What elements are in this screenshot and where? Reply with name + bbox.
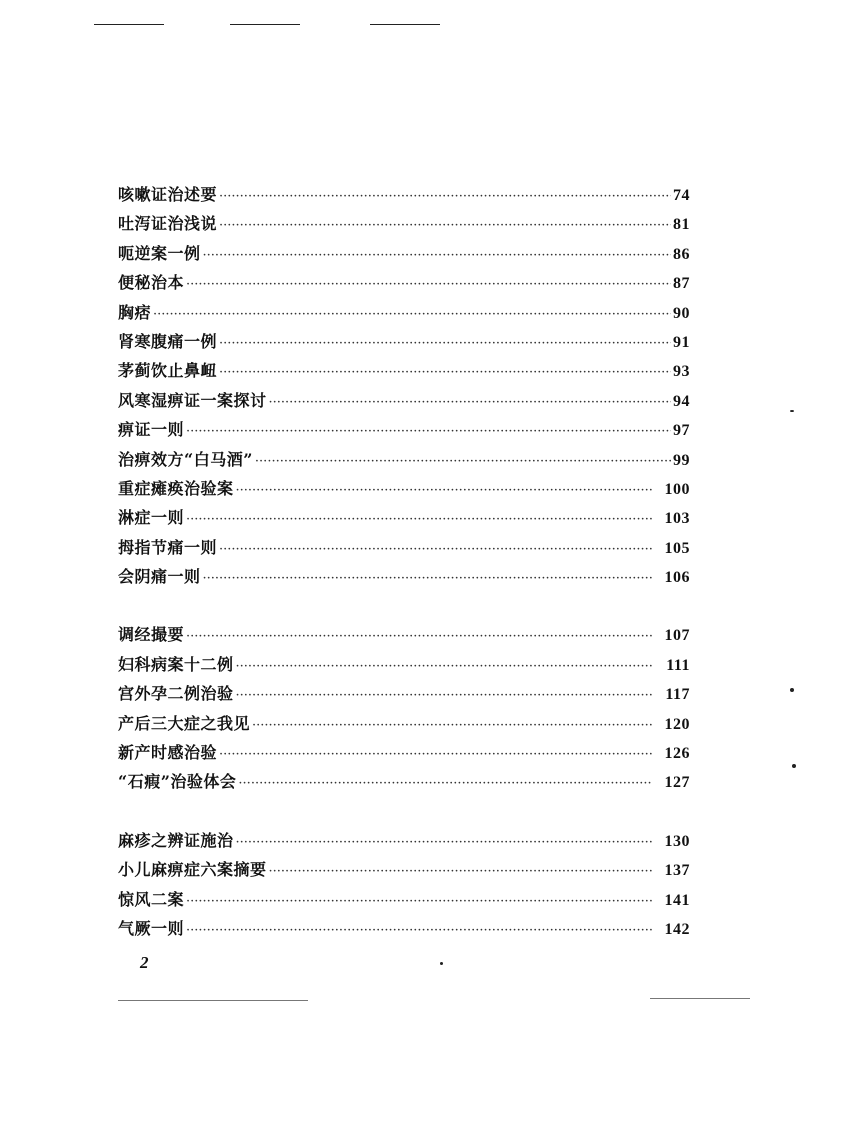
toc-entry-title: 痹证一则 [118, 420, 185, 440]
dot-leader [269, 388, 671, 417]
scan-speck [792, 764, 796, 768]
scan-rule-top-3 [370, 24, 440, 25]
dot-leader [203, 241, 671, 270]
toc-entry [118, 239, 690, 268]
toc-entry [118, 885, 690, 914]
toc-entry [118, 533, 690, 562]
toc-section [118, 620, 690, 796]
toc-entry [118, 914, 690, 943]
toc-entry-page: 141 [664, 891, 690, 909]
toc-entry-page: 142 [664, 920, 690, 938]
dot-leader [219, 358, 671, 387]
dot-leader [219, 329, 671, 358]
toc-entry [118, 298, 690, 327]
toc-entry [118, 562, 690, 591]
dot-leader [186, 270, 671, 299]
toc-entry-title: 重症瘫痪治验案 [118, 478, 234, 498]
toc-entry-page: 111 [666, 656, 690, 674]
toc-entry-page: 130 [664, 832, 690, 850]
toc-entry-page: 94 [673, 392, 690, 410]
toc-entry-title: 便秘治本 [118, 273, 185, 293]
toc-entry-title: 治痹效方“白马酒” [118, 449, 253, 469]
toc-entry-page: 126 [664, 745, 690, 763]
toc-entry-page: 74 [673, 187, 690, 204]
dot-leader [186, 417, 671, 446]
page-number: 2 [140, 953, 149, 972]
toc-entry-page: 106 [664, 569, 690, 587]
toc-entry-title: 肾寒腹痛一例 [118, 331, 218, 351]
toc-section [118, 826, 690, 944]
toc-entry-title: 妇科病案十二例 [118, 654, 234, 674]
toc-entry-page: 81 [673, 216, 690, 234]
scan-speck [790, 688, 794, 692]
toc-entry-page: 120 [664, 715, 690, 733]
dot-leader [186, 916, 652, 945]
toc-entry-title: 吐泻证治浅说 [118, 214, 218, 234]
toc-entry [118, 650, 690, 679]
toc-entry-page: 117 [665, 686, 690, 704]
dot-leader [219, 211, 671, 240]
toc-entry-page: 91 [673, 333, 690, 351]
toc-entry [118, 709, 690, 738]
toc-entry-page: 90 [673, 304, 690, 322]
toc-entry-title: 呃逆案一例 [118, 243, 201, 263]
toc-entry [118, 386, 690, 415]
toc-entry [118, 180, 690, 209]
toc-entry [118, 826, 690, 855]
dot-leader [236, 476, 652, 505]
toc-entry-title: 拇指节痛一则 [118, 537, 218, 557]
dot-leader [252, 711, 652, 740]
toc-entry-page: 100 [664, 480, 690, 498]
toc-entry-title: 调经撮要 [118, 625, 185, 645]
toc-entry [118, 356, 690, 385]
toc-entry-page: 105 [664, 539, 690, 557]
toc-entry-title: 风寒湿痹证一案探讨 [118, 390, 267, 410]
toc-entry [118, 415, 690, 444]
toc-entry-title: 惊风二案 [118, 889, 185, 909]
toc-entry [118, 327, 690, 356]
toc-entry-title: 胸痞 [118, 302, 152, 322]
dot-leader [236, 681, 652, 710]
dot-leader [203, 564, 652, 593]
toc-entry-page: 87 [673, 275, 690, 293]
toc-entry-title: 麻疹之辨证施治 [118, 830, 234, 850]
toc-entry-page: 97 [673, 422, 690, 440]
dot-leader [219, 740, 652, 769]
table-of-contents [118, 180, 690, 943]
toc-entry [118, 679, 690, 708]
dot-leader [219, 182, 671, 211]
toc-entry [118, 209, 690, 238]
dot-leader [269, 857, 652, 886]
toc-entry-page: 137 [664, 862, 690, 880]
toc-entry-title: 会阴痛一则 [118, 567, 201, 587]
toc-section [118, 180, 690, 591]
dot-leader [153, 300, 671, 329]
dot-leader [236, 652, 652, 681]
toc-entry-title: 气厥一则 [118, 918, 185, 938]
scan-rule-top-1 [94, 24, 164, 25]
scan-rule-bottom-left [118, 1000, 308, 1001]
toc-entry [118, 620, 690, 649]
toc-entry-page: 127 [664, 774, 690, 792]
toc-entry-title: 新产时感治验 [118, 743, 218, 763]
toc-entry [118, 474, 690, 503]
scan-speck [790, 410, 794, 412]
toc-entry-title: 小儿麻痹症六案摘要 [118, 860, 267, 880]
toc-entry [118, 445, 690, 474]
scan-rule-top-2 [230, 24, 300, 25]
toc-entry [118, 855, 690, 884]
scan-rule-bottom-right [650, 998, 750, 999]
toc-entry-title: “石瘕”治验体会 [118, 772, 237, 792]
scan-speck [440, 962, 443, 965]
dot-leader [186, 887, 652, 916]
toc-entry [118, 503, 690, 532]
toc-entry-page: 103 [664, 510, 690, 528]
dot-leader [255, 447, 671, 476]
dot-leader [186, 622, 652, 651]
toc-entry [118, 738, 690, 767]
toc-entry-page: 99 [673, 451, 690, 469]
dot-leader [238, 769, 652, 798]
toc-entry-page: 93 [673, 363, 690, 381]
toc-entry-title: 宫外孕二例治验 [118, 684, 234, 704]
toc-entry-page: 107 [664, 627, 690, 645]
toc-entry-page: 86 [673, 245, 690, 263]
toc-entry [118, 268, 690, 297]
dot-leader [186, 505, 652, 534]
toc-entry-title: 咳嗽证治述要 [118, 185, 218, 204]
toc-entry [118, 767, 690, 796]
toc-entry-title: 淋症一则 [118, 508, 185, 528]
toc-entry-title: 产后三大症之我见 [118, 713, 251, 733]
dot-leader [236, 828, 652, 857]
dot-leader [219, 535, 652, 564]
toc-entry-title: 茅蓟饮止鼻衄 [118, 361, 218, 381]
